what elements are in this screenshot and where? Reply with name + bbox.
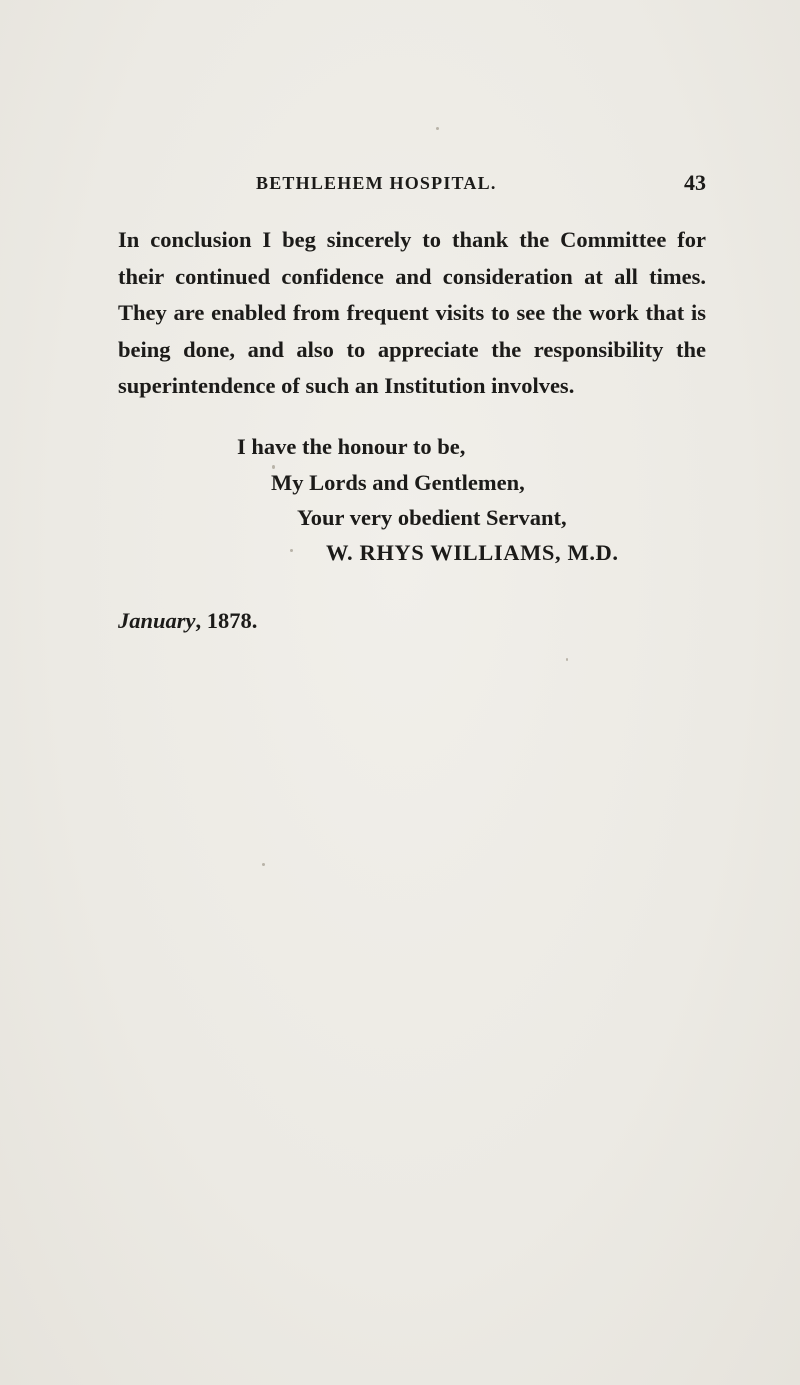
paper-speck	[290, 549, 293, 552]
salutation-line: My Lords and Gentlemen,	[271, 470, 525, 495]
valediction-line: Your very obedient Servant,	[297, 505, 567, 530]
running-head	[118, 170, 706, 197]
paper-speck	[262, 863, 265, 866]
paper-speck	[566, 658, 568, 661]
signatory-name: W. RHYS WILLIAMS, M.D.	[326, 540, 619, 565]
date-month: January	[118, 608, 196, 633]
paper-speck	[436, 127, 439, 130]
page-number: 43	[684, 170, 706, 195]
date-year: , 1878.	[195, 608, 258, 633]
running-title: BETHLEHEM HOSPITAL.	[256, 173, 497, 193]
closing-line: I have the honour to be,	[237, 434, 466, 459]
paper-speck	[272, 465, 275, 469]
body-paragraph: In conclusion I beg sincerely to thank the Committee for their continued confidence and consideration at all times. They are enabled from frequent visits to see the work that is being done, and also to appreciate the responsibility the superintendence of such an Institution involves.	[118, 227, 706, 398]
dateline	[118, 608, 257, 634]
